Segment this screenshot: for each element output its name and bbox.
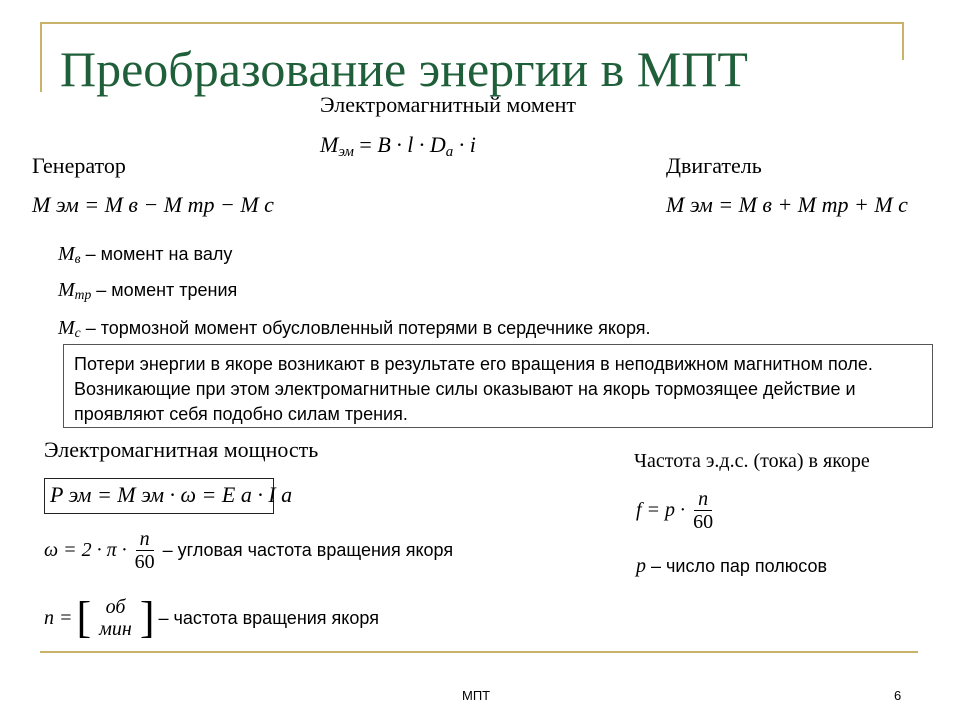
frequency-heading: Частота э.д.с. (тока) в якоре [634, 450, 870, 472]
angular-frequency-row [44, 528, 453, 573]
slide-title: Преобразование энергии в МПТ [60, 41, 748, 97]
em-power-heading: Электромагнитная мощность [44, 437, 319, 462]
frequency-lhs: f = p · [636, 499, 686, 521]
page-number: 6 [894, 688, 902, 703]
definition-braking-moment: Mс – тормозной момент обусловленный потерями в сердечнике якоря. [58, 317, 651, 341]
omega-description: – угловая частота вращения якоря [162, 540, 454, 560]
definition-friction-moment: Mтр – момент трения [58, 279, 238, 303]
motor-heading: Двигатель [666, 153, 762, 178]
right-bracket: ] [139, 593, 155, 642]
pole-pairs-definition: p – число пар полюсов [636, 555, 828, 577]
frame-top-rule [40, 22, 904, 24]
em-power-formula: P эм = M эм · ω = E a · I a [50, 482, 293, 507]
left-bracket: [ [76, 593, 92, 642]
definition-shaft-moment: Mв – момент на валу [58, 243, 233, 267]
energy-loss-note: Потери энергии в якоре возникают в результате его вращения в неподвижном магнитном поле. Возникающие при этом электромагнитные силы оказывают на якорь тормозящее действие и проявляют себя подобно силам трения. [63, 344, 933, 428]
generator-formula: M эм = M в − M тр − M с [32, 192, 274, 217]
footer-rule [40, 651, 918, 653]
generator-heading: Генератор [32, 153, 126, 178]
frequency-denominator: 60 [693, 511, 714, 533]
rotation-frequency-row [44, 593, 379, 642]
n-units-numerator: об [105, 596, 126, 618]
omega-numerator: n [136, 528, 154, 551]
frame-left-rule [40, 22, 42, 92]
frequency-numerator: n [694, 488, 712, 511]
em-moment-heading: Электромагнитный момент [320, 92, 576, 117]
omega-fraction [131, 528, 159, 573]
em-moment-formula: Mэм = B · l · Da · i [320, 132, 476, 160]
n-units-denominator: мин [99, 618, 132, 640]
n-units-fraction [95, 596, 136, 640]
frequency-fraction [689, 488, 717, 533]
motor-formula: M эм = M в + M тр + M с [666, 192, 908, 217]
frequency-formula [636, 488, 721, 533]
omega-lhs: ω = 2 · π · [44, 539, 127, 561]
omega-denominator: 60 [134, 551, 155, 573]
footer-label: МПТ [462, 688, 491, 703]
n-description: – частота вращения якоря [158, 607, 379, 628]
n-lhs: n = [44, 606, 73, 629]
frame-right-rule [902, 22, 904, 60]
